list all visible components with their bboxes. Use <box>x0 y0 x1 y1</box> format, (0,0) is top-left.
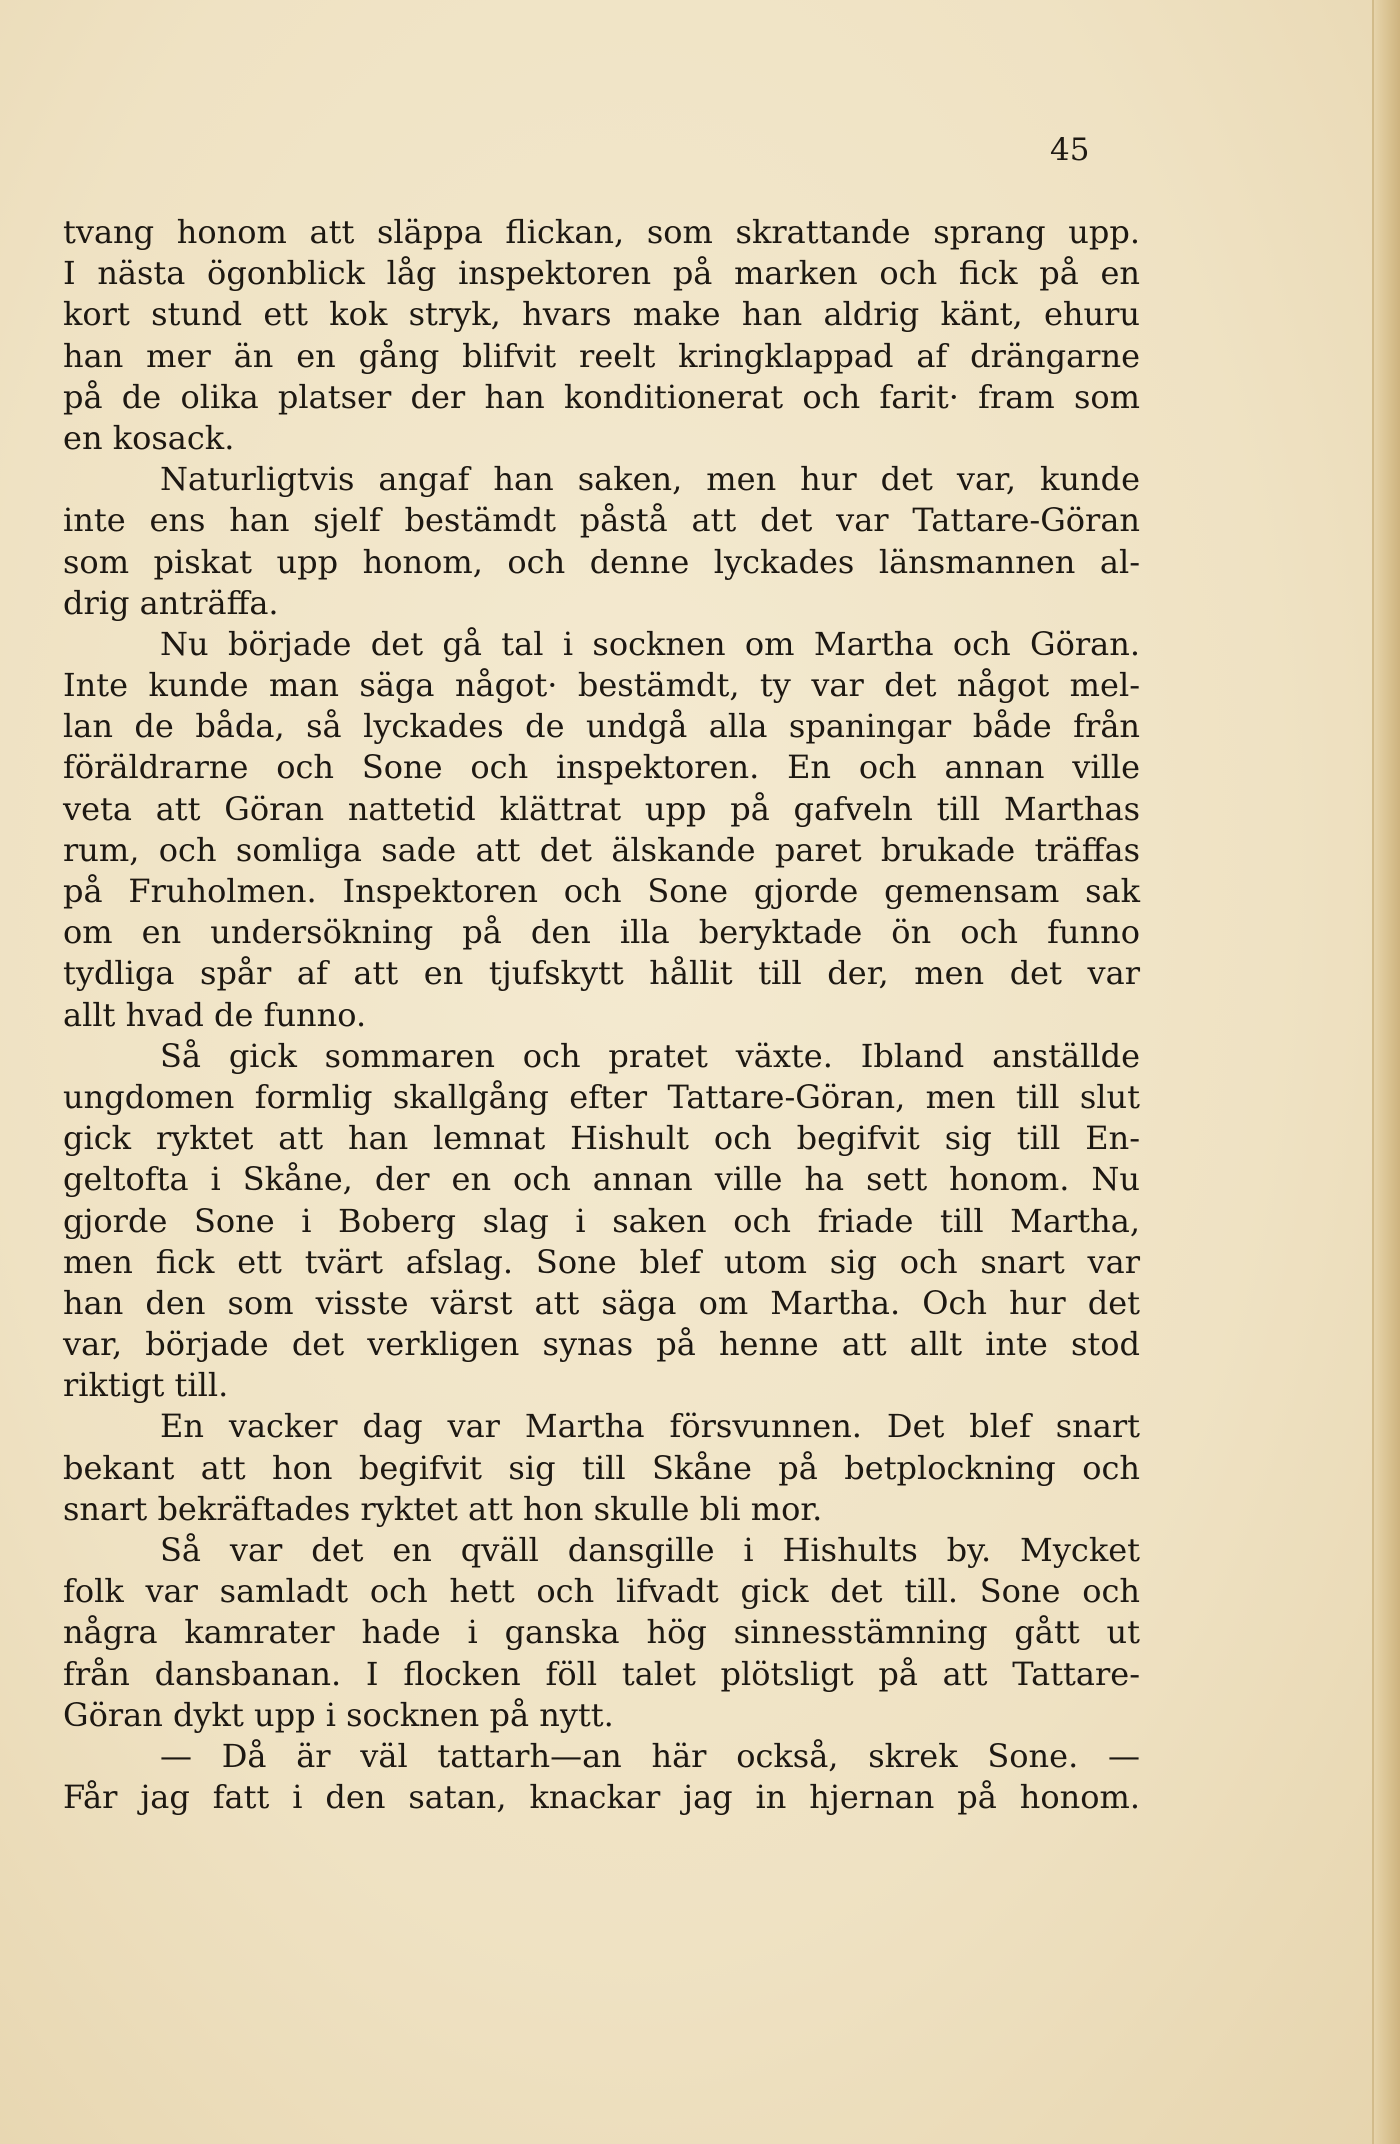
text-line: Så gick sommaren och pratet växte. Ibland anställde <box>160 1036 1140 1075</box>
text-line: — Då är väl tattarh—an här också, skrek Sone. — <box>160 1736 1140 1775</box>
page-edge <box>1372 0 1400 2144</box>
text-line: snart bekräftades ryktet att hon skulle bli mor. <box>63 1489 823 1528</box>
text-line: kort stund ett kok stryk, hvars make han aldrig känt, ehuru <box>63 295 1140 334</box>
text-line: men fick ett tvärt afslag. Sone blef utom sig och snart var <box>63 1242 1140 1281</box>
text-line: En vacker dag var Martha försvunnen. Det blef snart <box>160 1407 1140 1446</box>
text-line: på Fruholmen. Inspektoren och Sone gjorde gemensam sak <box>63 872 1140 910</box>
text-line: tydliga spår af att en tjufskytt hållit till der, men det var <box>63 954 1140 993</box>
page-number: 45 <box>1050 132 1090 168</box>
text-line: inte ens han sjelf bestämdt påstå att det var Tattare-Göran <box>63 501 1140 540</box>
text-line: som piskat upp honom, och denne lyckades länsmannen al- <box>63 542 1140 581</box>
text-line: han den som visste värst att säga om Martha. Och hur det <box>63 1283 1140 1322</box>
text-line: gjorde Sone i Boberg slag i saken och friade till Martha, <box>63 1201 1140 1240</box>
text-line: Inte kunde man säga något· bestämdt, ty var det något mel- <box>63 666 1140 705</box>
text-line: tvang honom att släppa flickan, som skrattande sprang upp. <box>63 213 1140 251</box>
text-line: ungdomen formlig skallgång efter Tattare-Göran, men till slut <box>63 1077 1140 1116</box>
text-line: Naturligtvis angaf han saken, men hur det var, kunde <box>160 460 1140 499</box>
text-line: veta att Göran nattetid klättrat upp på gafveln till Marthas <box>63 789 1140 828</box>
text-line: han mer än en gång blifvit reelt kringklappad af drängarne <box>63 336 1140 375</box>
body-text <box>63 212 1140 1818</box>
text-line: rum, och somliga sade att det älskande paret brukade träffas <box>63 830 1140 869</box>
text-line: några kamrater hade i ganska hög sinnesstämning gått ut <box>63 1613 1140 1652</box>
text-line: om en undersökning på den illa beryktade ön och funno <box>63 913 1140 952</box>
text-line: I nästa ögonblick låg inspektoren på marken och fick på en <box>63 254 1140 293</box>
text-line: gick ryktet att han lemnat Hishult och begifvit sig till En- <box>63 1119 1140 1158</box>
text-line: en kosack. <box>63 418 235 457</box>
text-line: bekant att hon begifvit sig till Skåne på betplockning och <box>63 1448 1140 1487</box>
text-line: från dansbanan. I flocken föll talet plötsligt på att Tattare- <box>63 1654 1140 1693</box>
text-line: Får jag fatt i den satan, knackar jag in hjernan på honom. <box>63 1778 1140 1817</box>
text-line: Göran dykt upp i socknen på nytt. <box>63 1695 614 1734</box>
text-line: lan de båda, så lyckades de undgå alla spaningar både från <box>63 707 1140 746</box>
text-line: riktigt till. <box>63 1366 229 1405</box>
text-line: geltofta i Skåne, der en och annan ville ha sett honom. Nu <box>63 1160 1140 1199</box>
page-fold <box>1372 0 1374 2144</box>
text-line: Nu började det gå tal i socknen om Martha och Göran. <box>160 624 1140 663</box>
text-line: Så var det en qväll dansgille i Hishults by. Mycket <box>160 1531 1140 1569</box>
text-line: var, började det verkligen synas på henne att allt inte stod <box>63 1325 1140 1364</box>
text-line: på de olika platser der han konditionerat och farit· fram som <box>63 377 1140 416</box>
text-line: drig anträffa. <box>63 583 279 622</box>
text-line: folk var samladt och hett och lifvadt gick det till. Sone och <box>63 1572 1140 1611</box>
text-line: allt hvad de funno. <box>63 995 367 1034</box>
text-line: föräldrarne och Sone och inspektoren. En och annan ville <box>63 748 1140 787</box>
